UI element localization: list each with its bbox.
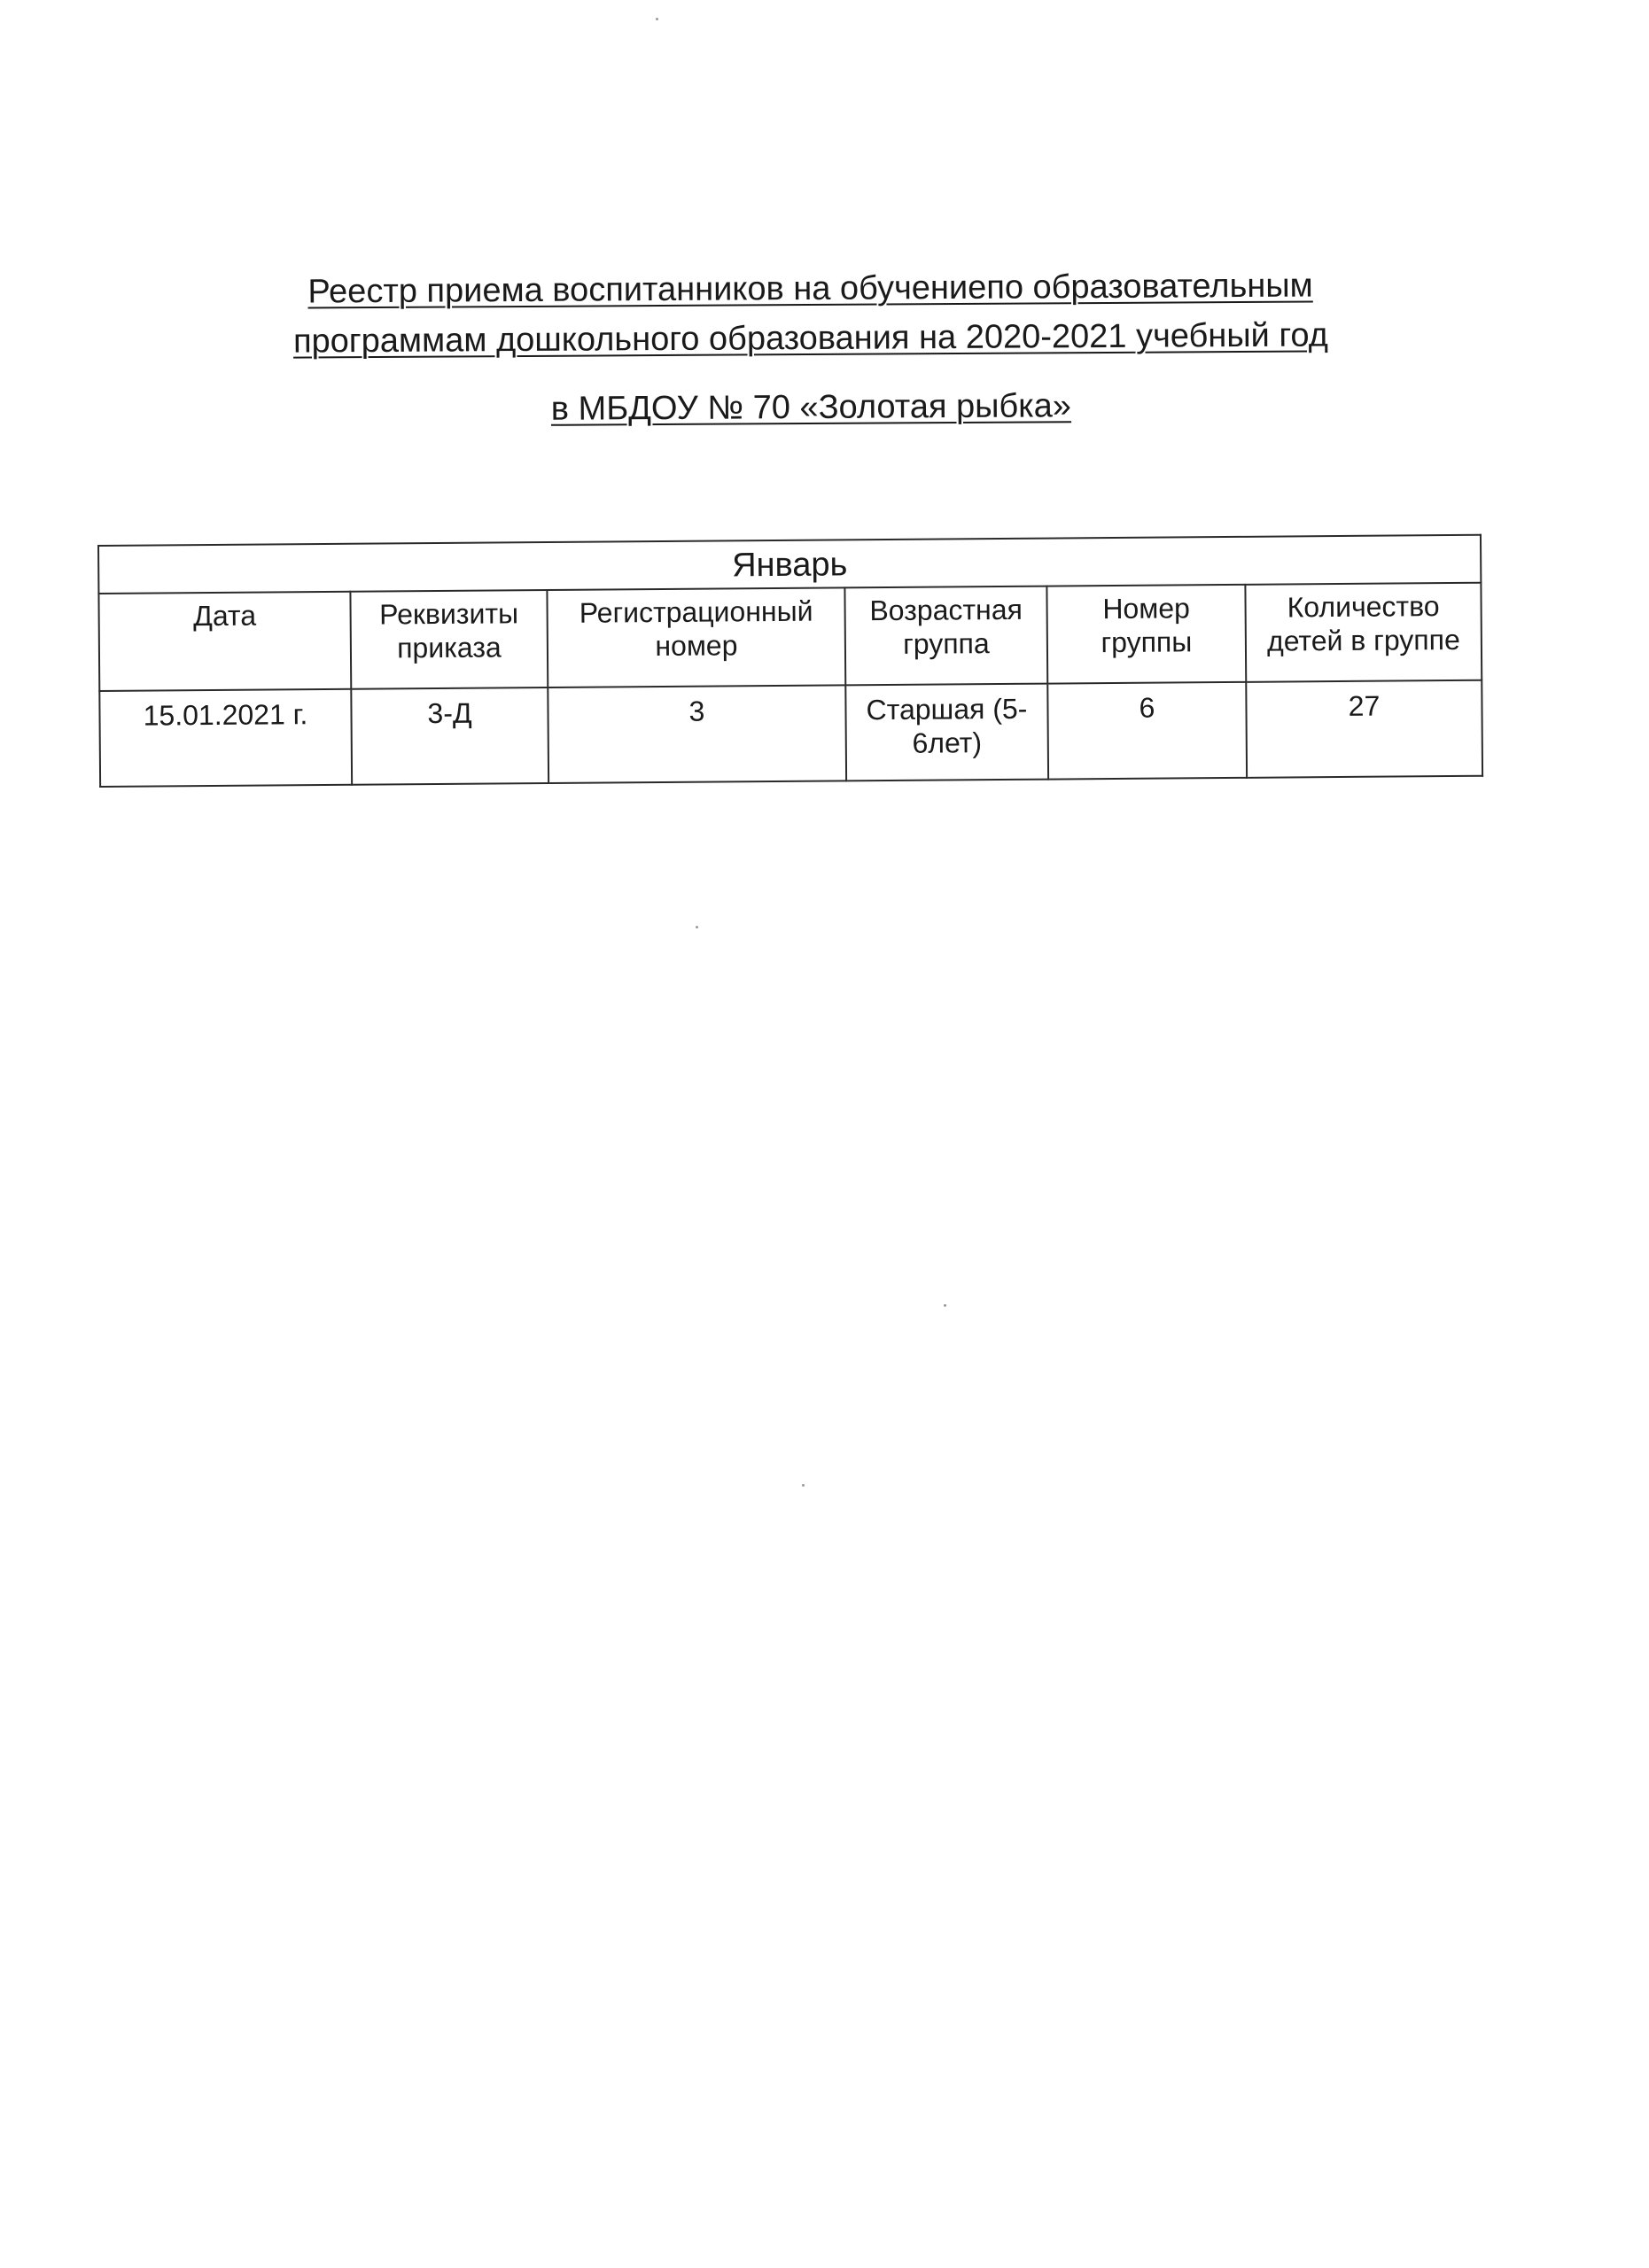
month-header: Январь (98, 535, 1481, 594)
cell-order-details: 3-Д (351, 687, 548, 785)
title-line-2: программам дошкольного образования на 2020-2021 учебный год (292, 316, 1329, 361)
cell-age-group: Старшая (5-6лет) (845, 684, 1048, 781)
scan-speck (656, 18, 658, 20)
column-header-children-count: Количество детей в группе (1245, 583, 1482, 682)
scan-speck (696, 926, 698, 928)
cell-date: 15.01.2021 г. (99, 689, 352, 787)
scan-speck (802, 1484, 805, 1487)
document-title (176, 260, 1444, 437)
registry-table (97, 534, 1483, 788)
title-line-3: в МБДОУ № 70 «Золотая рыбка» (550, 387, 1072, 428)
column-header-group-number: Номер группы (1046, 585, 1246, 684)
title-line-1: Реестр приема воспитанников на обучениепо образовательным (307, 267, 1313, 311)
column-header-order-details: Реквизиты приказа (350, 590, 548, 689)
cell-children-count: 27 (1246, 680, 1482, 778)
cell-group-number: 6 (1047, 682, 1247, 780)
cell-registration-number: 3 (548, 685, 846, 783)
column-header-date: Дата (98, 592, 351, 691)
table-row (99, 680, 1482, 787)
scan-speck (944, 1304, 946, 1307)
header-row (98, 583, 1482, 691)
column-header-registration-number: Регистрационный номер (547, 587, 845, 687)
column-header-age-group: Возрастная группа (844, 586, 1047, 686)
